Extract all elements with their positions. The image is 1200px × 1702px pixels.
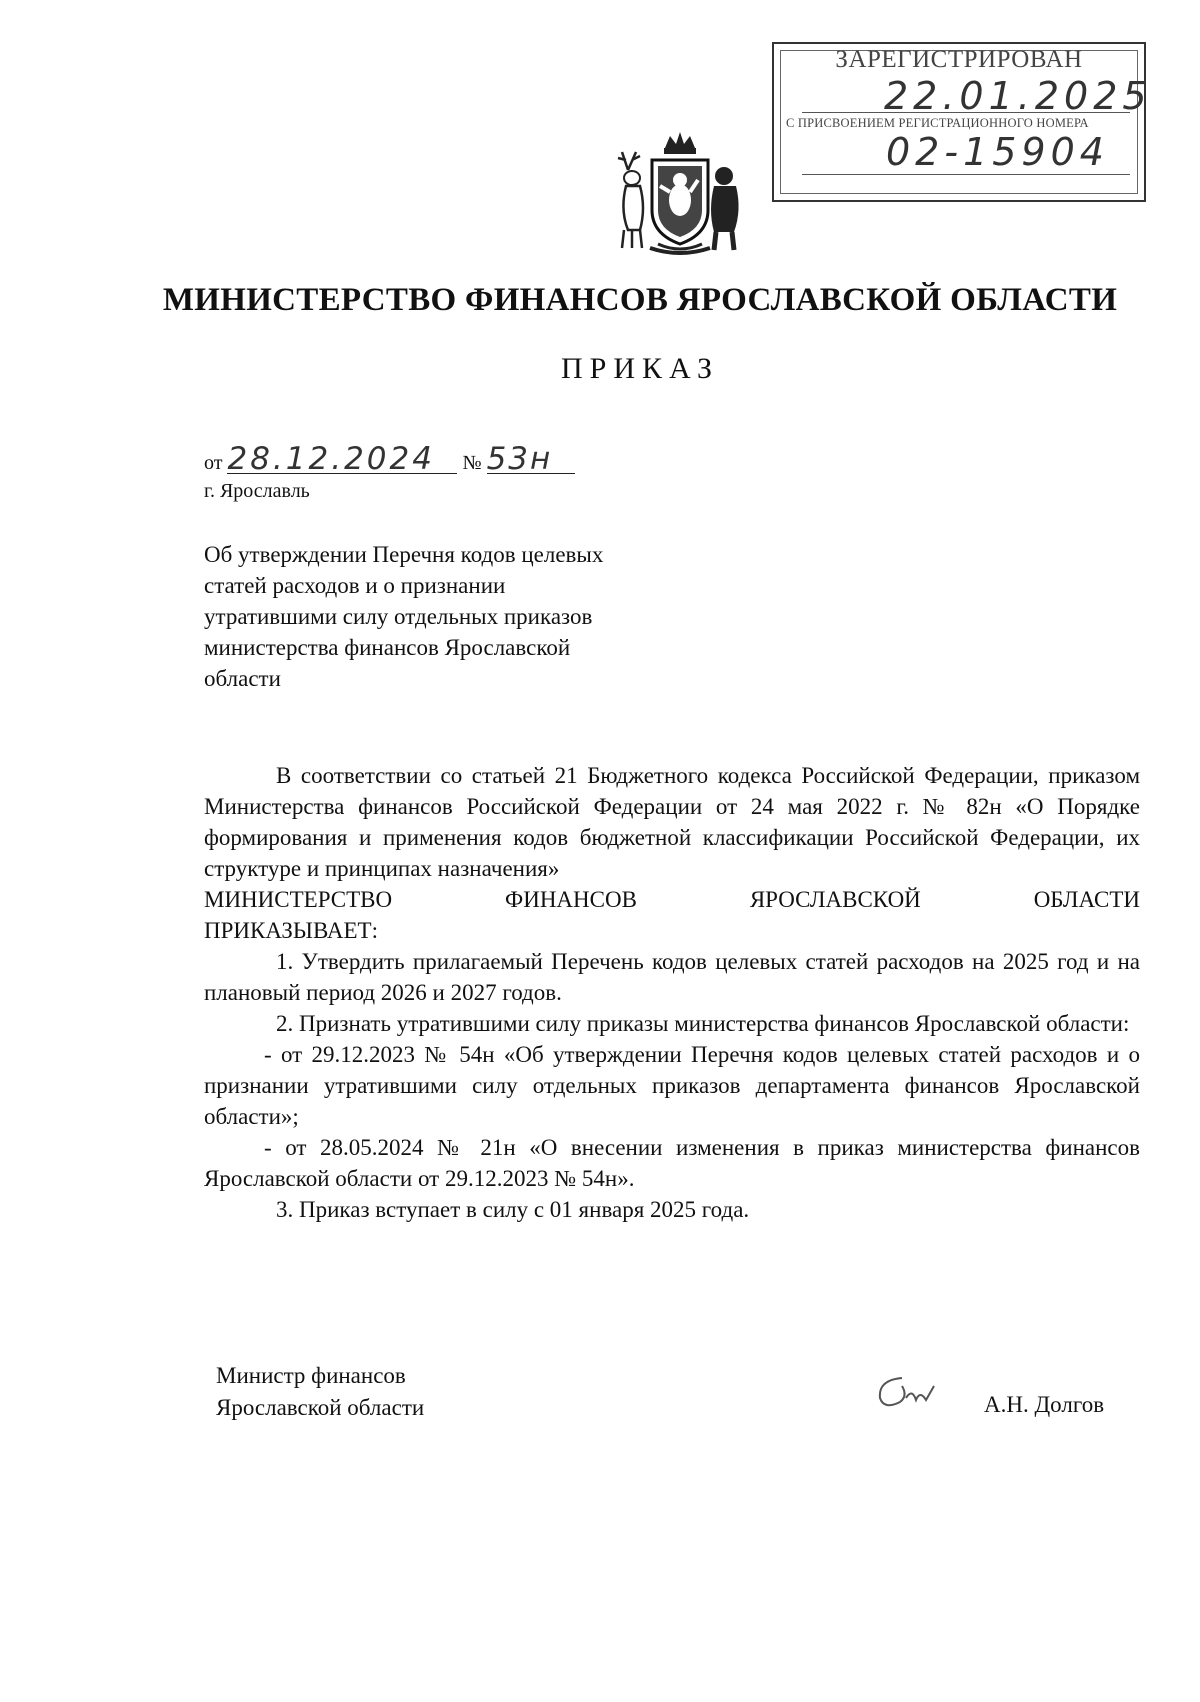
signature-block	[216, 1360, 424, 1424]
order-item-2: 2. Признать утратившими силу приказы министерства финансов Ярославской области:	[276, 1011, 1130, 1036]
number-prefix: №	[462, 452, 482, 474]
stamp-date: 22.01.2025	[884, 74, 1152, 118]
order-date: 28.12.2024	[227, 445, 457, 474]
handwritten-signature	[872, 1370, 942, 1424]
order-item-1: 1. Утвердить прилагаемый Перечень кодов целевых статей расходов на 2025 год и на плановый период 2026 и 2027 годов.	[204, 949, 1140, 1005]
signer-position-line-1: Министр финансов	[216, 1363, 406, 1388]
order-number: 53н	[487, 445, 575, 474]
order-body	[204, 760, 1140, 1225]
stamp-divider	[802, 112, 1130, 113]
order-subject: Об утверждении Перечня кодов целевых статей расходов и о признании утратившими силу отдельных приказов министерства финансов Ярославской области	[204, 542, 604, 691]
stamp-reg-number: 02-15904	[886, 130, 1109, 174]
coat-of-arms-icon	[610, 130, 750, 260]
stamp-title: ЗАРЕГИСТРИРОВАН	[835, 46, 1083, 73]
order-item-2a: - от 29.12.2023 № 54н «Об утверждении Перечня кодов целевых статей расходов и о признании утратившими силу отдельных приказов департамента финансов Ярославской области»;	[204, 1042, 1140, 1129]
registration-stamp	[772, 42, 1152, 202]
order-item-3: 3. Приказ вступает в силу с 01 января 2025 года.	[276, 1197, 750, 1222]
city: г. Ярославль	[204, 480, 310, 502]
preamble-paragraph: В соответствии со статьей 21 Бюджетного кодекса Российской Федерации, приказом Министерства финансов Российской Федерации от 24 мая 2022 г. № 82н «О Порядке формирования и применения кодов бюджетной классификации Российской Федерации, их структуре и принципах назначения»	[204, 763, 1140, 881]
document-type-heading: ПРИКАЗ	[561, 352, 719, 385]
order-item-2b: - от 28.05.2024 № 21н «О внесении изменения в приказ министерства финансов Ярославской области от 29.12.2023 № 54н».	[204, 1135, 1140, 1191]
signer-position-line-2: Ярославской области	[216, 1395, 425, 1420]
stamp-subtitle: С ПРИСВОЕНИЕМ РЕГИСТРАЦИОННОГО НОМЕРА	[786, 116, 1089, 130]
date-prefix: от	[204, 452, 223, 474]
orders-paragraph: МИНИСТЕРСТВО ФИНАНСОВ ЯРОСЛАВСКОЙ ОБЛАСТИ ПРИКАЗЫВАЕТ:	[204, 887, 1140, 943]
order-date-number-line	[204, 441, 575, 477]
ministry-heading: МИНИСТЕРСТВО ФИНАНСОВ ЯРОСЛАВСКОЙ ОБЛАСТИ	[162, 282, 1118, 318]
stamp-divider	[802, 174, 1130, 175]
signer-name: А.Н. Долгов	[984, 1392, 1105, 1417]
